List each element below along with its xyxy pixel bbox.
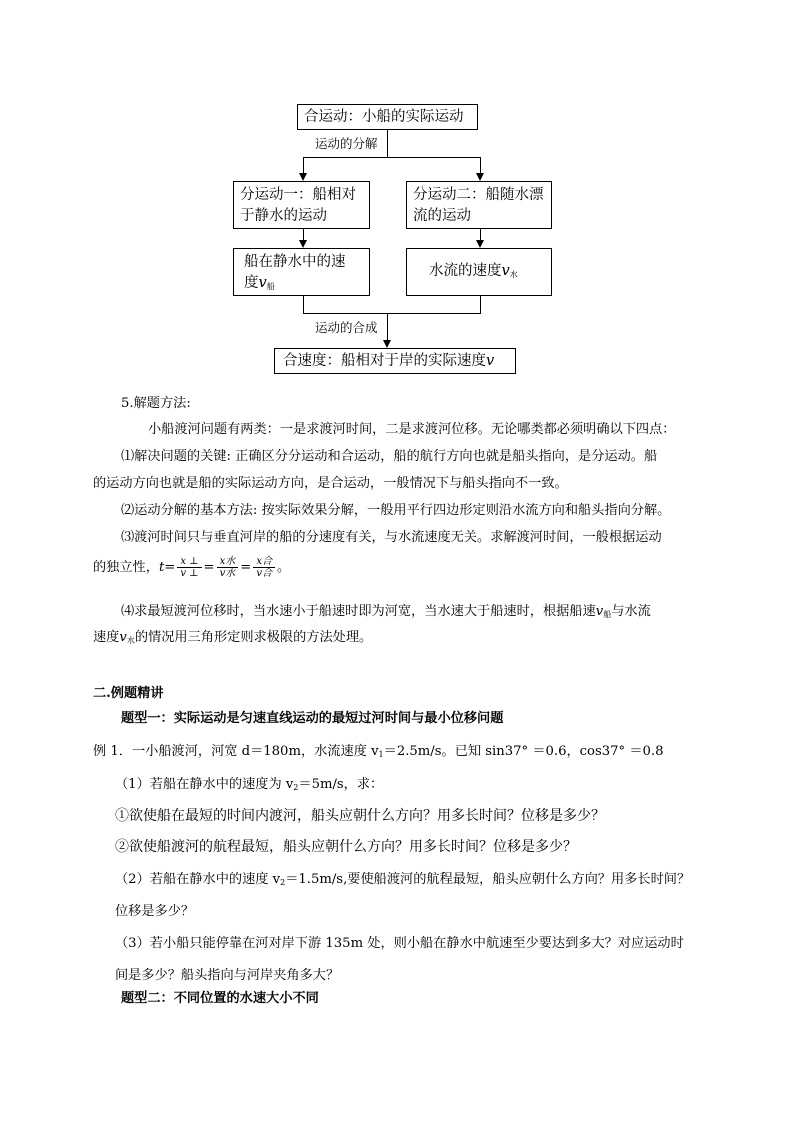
question-1: （1）若船在静水中的速度为 $v_2=5m/s$，求： xyxy=(115,777,384,792)
method-heading: 5.解题方法: xyxy=(121,396,191,411)
section-title: 二.例题精讲 xyxy=(93,686,164,701)
flow-connector xyxy=(387,148,388,158)
flow-top-box: 合运动：小船的实际运动 xyxy=(297,104,478,130)
flow-connector xyxy=(480,296,481,314)
flow-connector xyxy=(387,130,388,150)
question-2-line1: （2）若船在静水中的速度 $v_2=1.5m/s$,要使船渡河的航程最短，船头应朝什么方向？用多长时间？ xyxy=(115,872,691,887)
question-1a: ①欲使船在最短的时间内渡河，船头应朝什么方向？用多长时间？位移是多少？ xyxy=(115,808,605,824)
formula-fraction: $\frac{\text{x水}}{\text{v水}}$ xyxy=(217,556,239,579)
flow-left-speed-box: 船在静水中的速 度$v_船$ xyxy=(233,248,370,296)
method-p1-line1: ⑴解决问题的关键: 正确区分分运动和合运动，船的航行方向也就是船头指向，是分运动。船 xyxy=(121,449,658,464)
example1-statement: 例 1．一小船渡河，河宽 d＝180m，水流速度 $v_1=2.5m/s$。已知 sin37° ＝0.6，cos37° ＝0.8 xyxy=(93,744,664,759)
question-1b: ②欲使船渡河的航程最短，船头应朝什么方向？用多长时间？位移是多少？ xyxy=(115,839,577,855)
flow-left-box: 分运动一：船相对 于静水的运动 xyxy=(233,181,370,229)
question-3-line1: （3）若小船只能停靠在河对岸下游 135m 处，则小船在静水中航速至少要达到多大？对应运动时 xyxy=(115,936,684,951)
flow-decompose-label: 运动的分解 xyxy=(315,136,378,151)
flow-arrow xyxy=(383,340,391,348)
formula-fraction: $\frac{\text{x合}}{\text{v合}}$ xyxy=(253,556,275,579)
method-p3-line1: ⑶渡河时间只与垂直河岸的船的分速度有关，与水流速度无关。求解渡河时间，一般根据运动 xyxy=(121,530,662,545)
method-p1-line2: 的运动方向也就是船的实际运动方向，是合运动，一般情况下与船头指向不一致。 xyxy=(93,476,568,491)
flow-connector xyxy=(303,157,481,158)
flow-right-speed-box: 水流的速度$v_水$ xyxy=(406,248,552,296)
method-intro: 小船渡河问题有两类：一是求渡河时间，二是求渡河位移。无论哪类都必须明确以下四点： xyxy=(148,422,676,437)
flow-connector xyxy=(480,157,481,173)
flow-connector xyxy=(303,157,304,173)
flow-arrow xyxy=(476,173,484,181)
flow-bottom-box: 合速度：船相对于岸的实际速度v xyxy=(274,348,516,374)
flow-compose-label: 运动的合成 xyxy=(315,320,378,335)
method-p2: ⑵运动分解的基本方法: 按实际效果分解，一般用平行四边形定则沿水流方向和船头指向分解。 xyxy=(121,503,671,518)
flow-connector xyxy=(303,296,304,314)
question-3-line2: 间是多少？船头指向与河岸夹角多大？ xyxy=(115,968,340,983)
flow-right-box: 分运动二：船随水漂 流的运动 xyxy=(406,181,552,229)
flow-arrow xyxy=(299,240,307,248)
flow-arrow xyxy=(299,173,307,181)
formula-fraction: $\frac{x \perp}{v \perp}$ xyxy=(177,556,201,579)
method-p4-line2: 速度$v_水$的情况用三角形定则求极限的方法处理。 xyxy=(93,630,373,645)
type1-title: 题型一：实际运动是匀速直线运动的最短过河时间与最小位移问题 xyxy=(121,711,504,726)
flow-connector xyxy=(303,313,481,314)
type2-title: 题型二：不同位置的水速大小不同 xyxy=(121,991,319,1006)
question-2-line2: 位移是多少？ xyxy=(115,904,195,919)
method-p3-line2: 的独立性，t= $\frac{x \perp}{v \perp}$ = $\frac{\text{x水}}{\text{v水}}$ = $\frac{\text{x合}}{\text{v合}}$ 。 xyxy=(93,556,291,579)
method-p4-line1: ⑷求最短渡河位移时，当水速小于船速时即为河宽，当水速大于船速时，根据船速$v_船$与水流 xyxy=(121,604,651,619)
flow-arrow xyxy=(476,240,484,248)
flow-connector xyxy=(387,313,388,340)
